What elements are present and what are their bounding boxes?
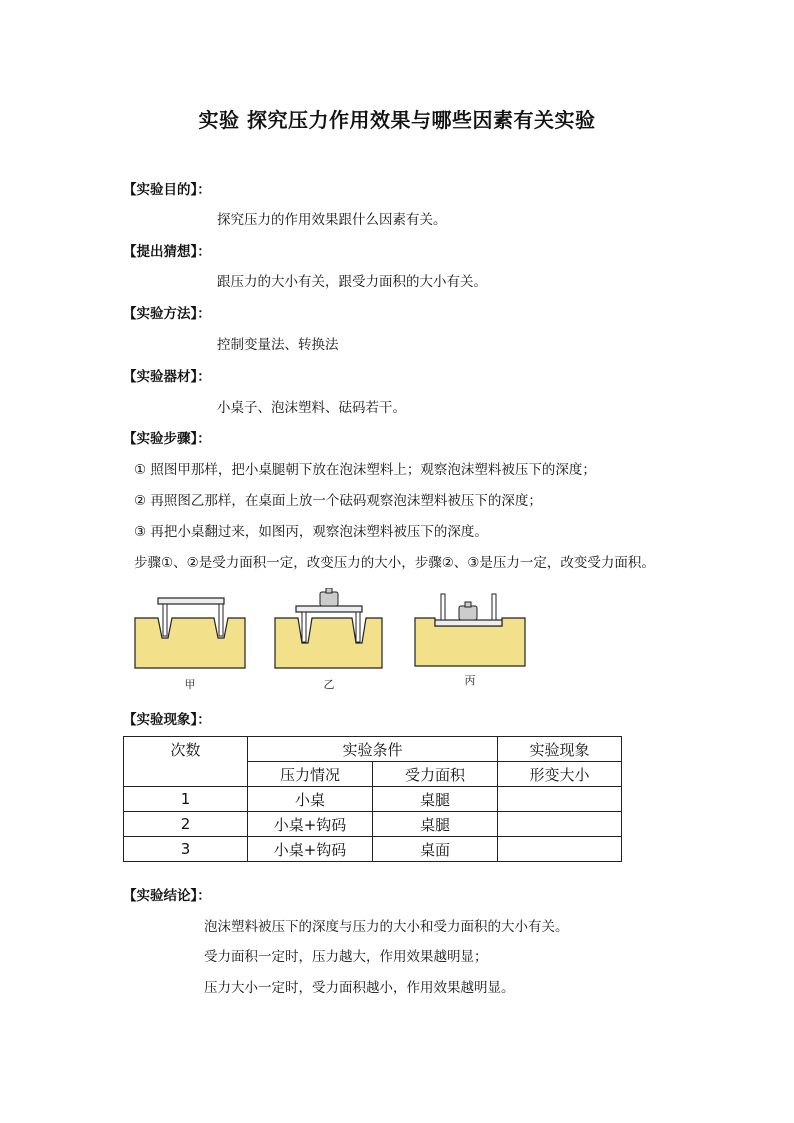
header-count: 次数 [124,737,248,787]
hypothesis-heading: 【提出猜想】： [123,244,211,260]
weight-knob-bing [465,602,471,607]
step-item-2: ② 再照图乙那样，在桌面上放一个砝码观察泡沫塑料被压下的深度； [134,493,542,509]
figure-label-bing: 丙 [464,674,476,687]
conclusion-line-1: 泡沫塑料被压下的深度与压力的大小和受力面积的大小有关。 [204,919,569,935]
figure-label-yi: 乙 [323,678,335,691]
table-row [124,837,622,862]
weight-yi [320,592,338,606]
table-top-jia [158,598,224,604]
table-top-yi [296,606,362,612]
table-row [124,787,622,812]
foam-jia [135,618,245,668]
row-pressure: 小桌 [248,787,373,812]
observation-table [123,736,622,862]
header-deformation: 形变大小 [498,762,622,787]
conclusion-heading: 【实验结论】： [123,888,211,904]
weight-bing [459,606,477,620]
table-row [124,812,622,837]
row-area: 桌腿 [373,812,498,837]
figure-jia [135,598,245,691]
row-count: 3 [124,837,248,862]
hypothesis-text: 跟压力的大小有关，跟受力面积的大小有关。 [217,274,487,290]
step-item-1: ① 照图甲那样，把小桌腿朝下放在泡沫塑料上；观察泡沫塑料被压下的深度； [134,462,596,478]
equipment-heading: 【实验器材】： [123,369,211,385]
table-leg-right-bing [492,594,496,620]
table-leg-left-jia [163,604,167,636]
figures-svg [130,588,550,698]
method-heading: 【实验方法】： [123,306,211,322]
conclusion-line-2: 受力面积一定时，压力越大，作用效果越明显； [204,949,488,965]
table-leg-right-jia [219,604,223,636]
figure-yi [275,588,382,691]
conclusion-line-3: 压力大小一定时，受力面积越小，作用效果越明显。 [204,980,515,996]
experiment-figures [130,588,550,698]
row-deformation [498,837,622,862]
header-pressure: 压力情况 [248,762,373,787]
phenomenon-heading: 【实验现象】： [123,712,211,728]
steps-heading: 【实验步骤】： [123,431,211,447]
table-header-row [124,737,622,762]
row-deformation [498,812,622,837]
table-leg-right-yi [356,612,360,642]
table-leg-left-bing [441,594,445,620]
step-item-3: ③ 再把小桌翻过来，如图丙，观察泡沫塑料被压下的深度。 [134,524,488,540]
row-pressure: 小桌+钩码 [248,812,373,837]
purpose-text: 探究压力的作用效果跟什么因素有关。 [217,212,447,228]
foam-yi [275,618,382,668]
row-pressure: 小桌+钩码 [248,837,373,862]
weight-knob-yi [326,588,332,593]
table-top-bing [435,620,502,626]
row-deformation [498,787,622,812]
purpose-heading: 【实验目的】： [123,182,211,198]
header-phenomenon: 实验现象 [498,737,622,762]
row-count: 1 [124,787,248,812]
figure-label-jia: 甲 [184,678,196,691]
page-title: 实验 探究压力作用效果与哪些因素有关实验 [198,108,596,132]
figure-bing [415,594,525,687]
equipment-text: 小桌子、泡沫塑料、砝码若干。 [217,400,406,416]
row-area: 桌腿 [373,787,498,812]
table-leg-left-yi [302,612,306,642]
steps-summary: 步骤①、②是受力面积一定，改变压力的大小，步骤②、③是压力一定，改变受力面积。 [134,555,655,571]
method-text: 控制变量法、转换法 [217,337,339,353]
header-area: 受力面积 [373,762,498,787]
header-conditions: 实验条件 [248,737,498,762]
row-count: 2 [124,812,248,837]
row-area: 桌面 [373,837,498,862]
